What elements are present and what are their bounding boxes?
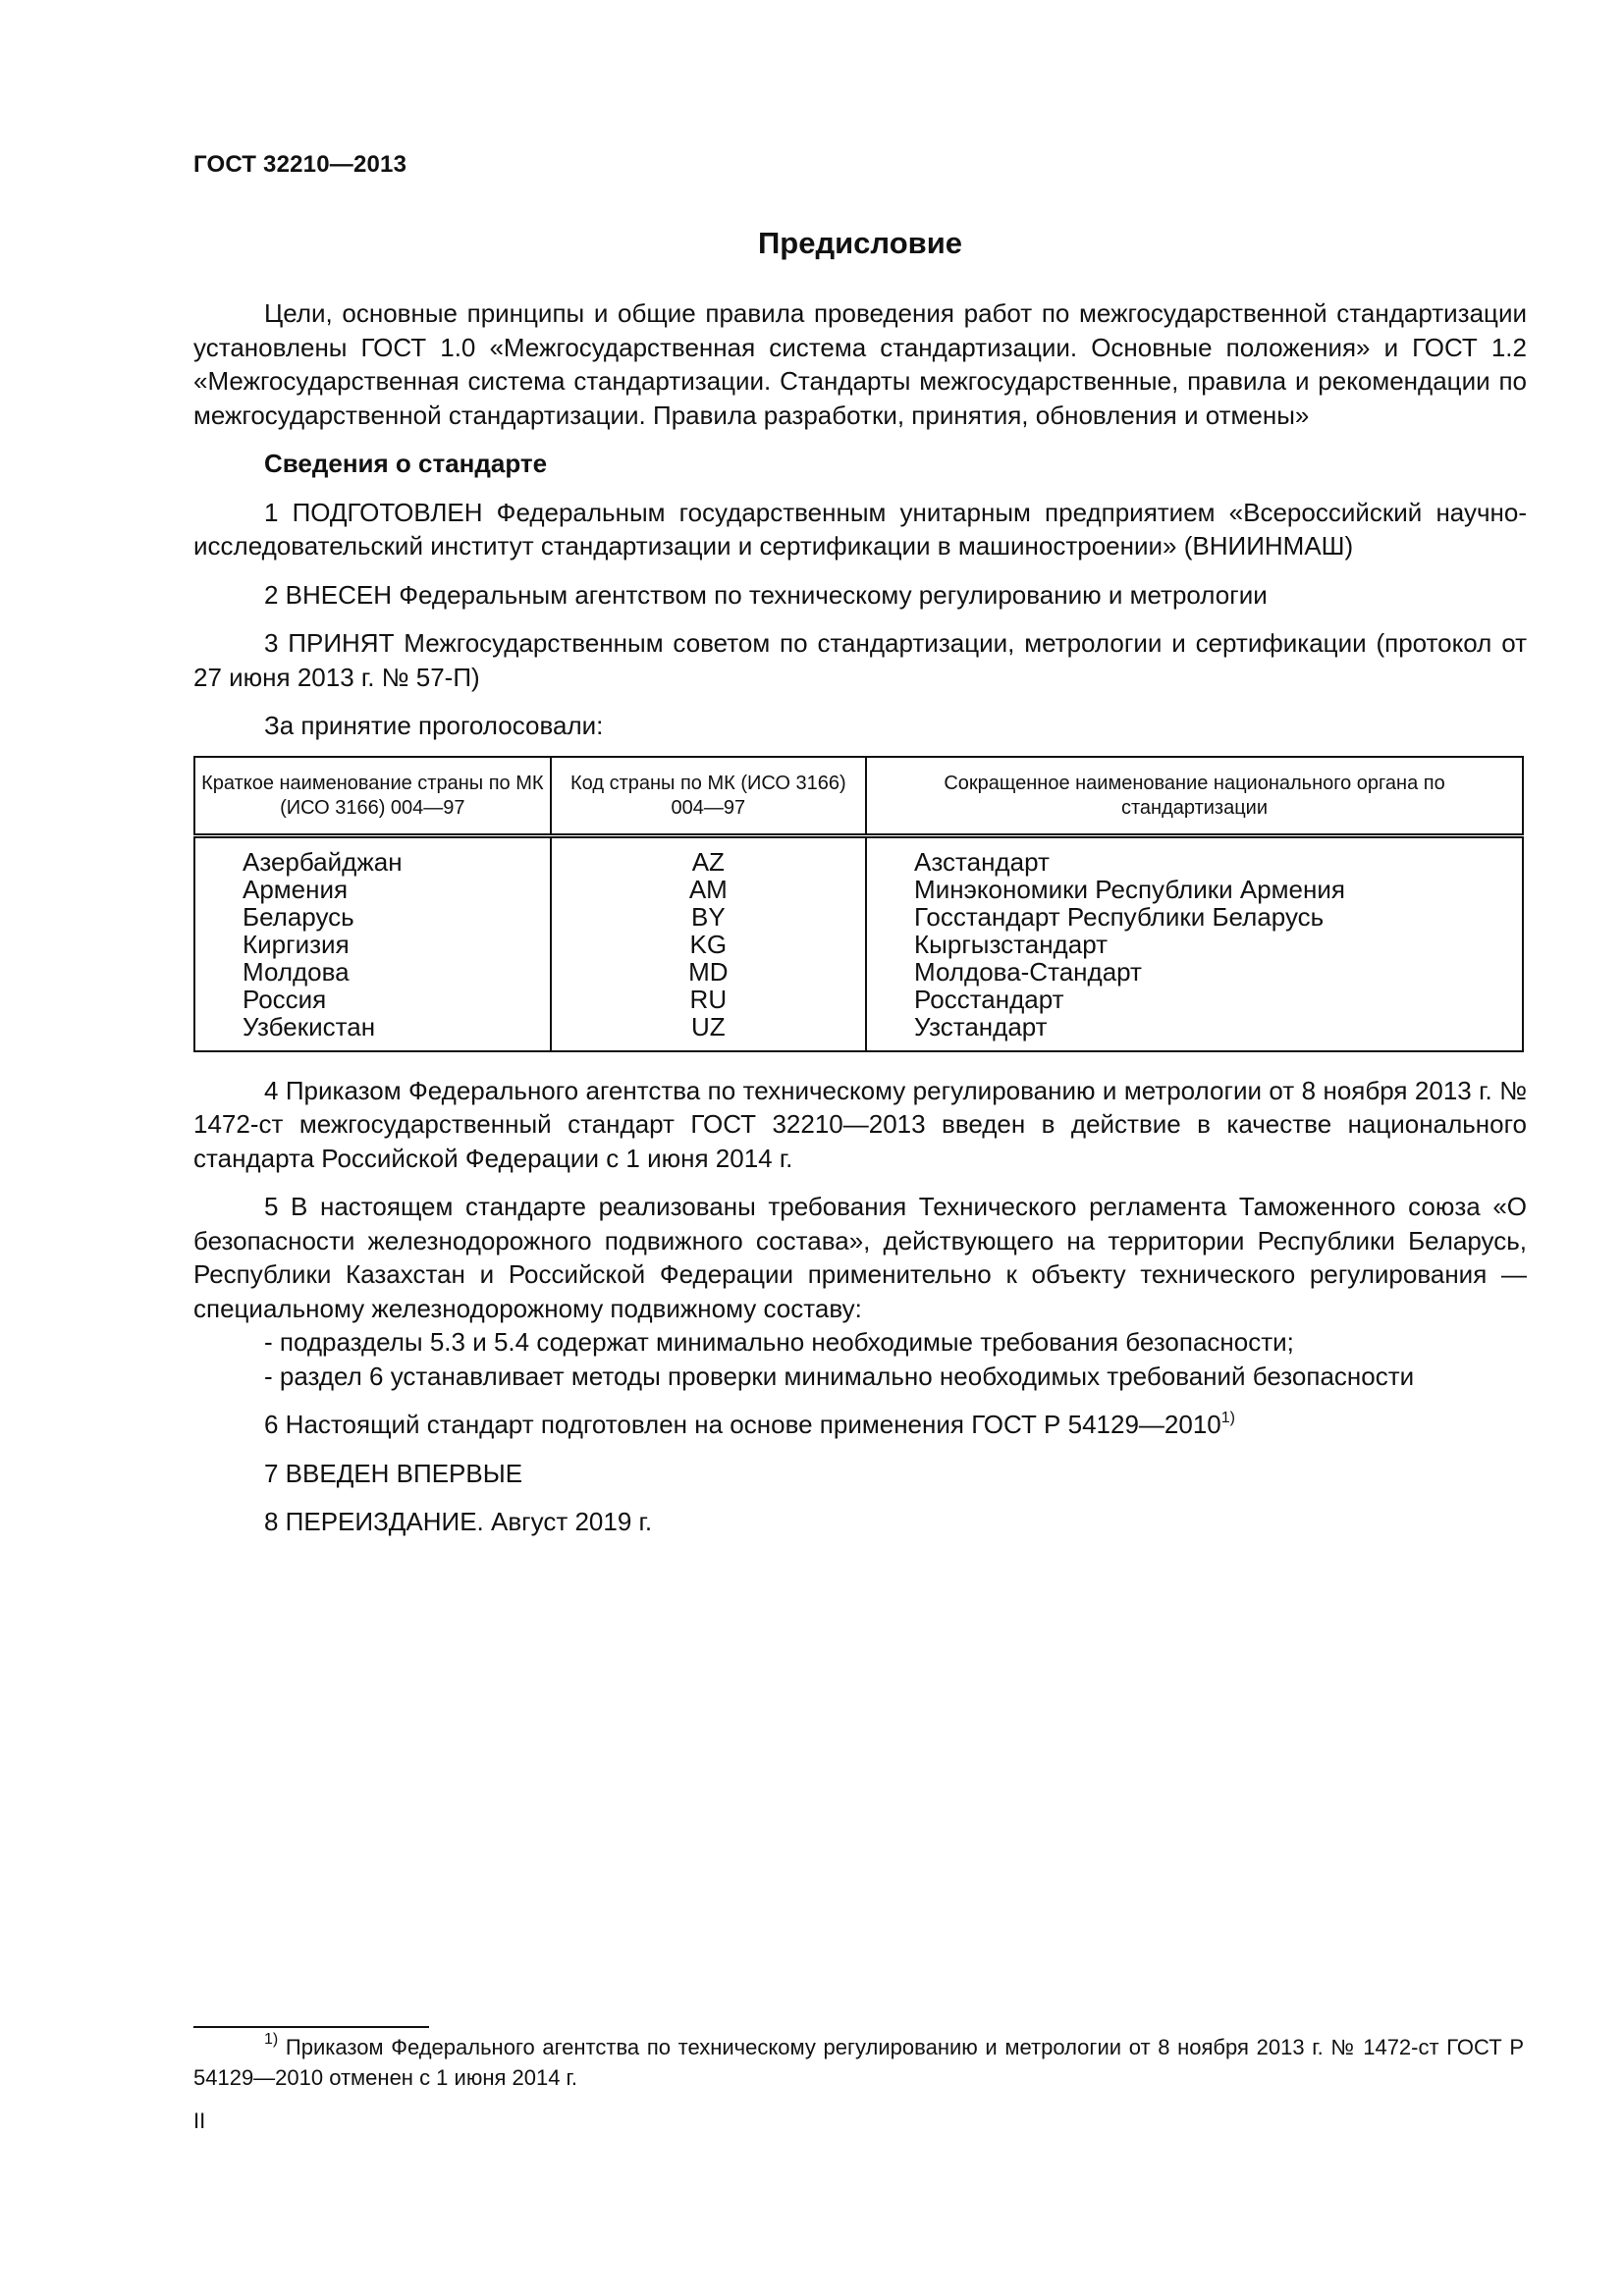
- footnote-ref: 1): [1220, 1410, 1235, 1426]
- table-row: [194, 986, 1523, 1013]
- country-code: AZ: [551, 835, 866, 876]
- country-code: KG: [551, 931, 866, 958]
- item-3: 3 ПРИНЯТ Межгосударственным советом по стандартизации, метрологии и сертификации (протокол от 27 июня 2013 г. № 57-П): [193, 628, 1527, 692]
- table-header-code: Код страны по МК (ИСО 3166) 004—97: [551, 757, 866, 836]
- item-5-dash-2: - раздел 6 устанавливает методы проверки минимально необходимых требований безопасности: [264, 1361, 1415, 1391]
- standards-body: Узстандарт: [866, 1013, 1523, 1051]
- country-name: Киргизия: [194, 931, 551, 958]
- standards-body: Молдова-Стандарт: [866, 958, 1523, 986]
- table-header-row: [194, 757, 1523, 836]
- table-row: [194, 931, 1523, 958]
- item-2: 2 ВНЕСЕН Федеральным агентством по техническому регулированию и метрологии: [264, 579, 1268, 610]
- standards-body: Росстандарт: [866, 986, 1523, 1013]
- table-row: [194, 835, 1523, 876]
- page-title: Предисловие: [757, 226, 962, 260]
- country-name: Узбекистан: [194, 1013, 551, 1051]
- standards-body: Азстандарт: [866, 835, 1523, 876]
- item-5: 5 В настоящем стандарте реализованы требования Технического регламента Таможенного союза «О безопасности железнодорожного подвижного состава», действующего на территории Республики Беларусь, Республики Казахстан и Российской Федерации применительно к объекту технического регулирования — специальному железнодорожному подвижному составу:: [193, 1192, 1527, 1323]
- table-header-body: Сокращенное наименование национального органа по стандартизации: [866, 757, 1523, 836]
- item-6-text: 6 Настоящий стандарт подготовлен на основе применения ГОСТ Р 54129—2010: [264, 1410, 1221, 1439]
- info-heading: Сведения о стандарте: [264, 449, 548, 478]
- table-row: [194, 1013, 1523, 1051]
- table-row: [194, 903, 1523, 931]
- standards-body: Кыргызстандарт: [866, 931, 1523, 958]
- footnote-text: Приказом Федерального агентства по техническому регулированию и метрологии от 8 ноября 2013 г. № 1472-ст ГОСТ Р 54129—2010 отменен с 1 июня 2014 г.: [193, 2035, 1524, 2090]
- country-code: UZ: [551, 1013, 866, 1051]
- vote-label: За принятие проголосовали:: [264, 711, 604, 740]
- item-5-dash-1: - подразделы 5.3 и 5.4 содержат минимально необходимые требования безопасности;: [264, 1327, 1294, 1357]
- item-8: 8 ПЕРЕИЗДАНИЕ. Август 2019 г.: [264, 1507, 653, 1536]
- footnote: [193, 2032, 1524, 2093]
- standards-body: Минэкономики Республики Армения: [866, 876, 1523, 903]
- country-name: Молдова: [194, 958, 551, 986]
- country-name: Россия: [194, 986, 551, 1013]
- footnote-marker: 1): [264, 2031, 279, 2048]
- country-name: Беларусь: [194, 903, 551, 931]
- item-6: [193, 1408, 1527, 1442]
- country-code: AM: [551, 876, 866, 903]
- document-body: [193, 296, 1527, 1554]
- country-code: MD: [551, 958, 866, 986]
- page-number: II: [193, 2109, 206, 2133]
- table-row: [194, 958, 1523, 986]
- item-7: 7 ВВЕДЕН ВПЕРВЫЕ: [264, 1458, 523, 1488]
- country-code: RU: [551, 986, 866, 1013]
- document-page: [193, 0, 1527, 2296]
- intro-paragraph: Цели, основные принципы и общие правила проведения работ по межгосударственной стандартизации установлены ГОСТ 1.0 «Межгосударственная система стандартизации. Основные положения» и ГОСТ 1.2 «Межгосударственная система стандартизации. Стандарты межгосударственные, правила и рекомендации по межгосударственной стандартизации. Правила разработки, принятия, обновления и отмены»: [193, 298, 1527, 430]
- table-row: [194, 876, 1523, 903]
- country-name: Азербайджан: [194, 835, 551, 876]
- item-4: 4 Приказом Федерального агентства по техническому регулированию и метрологии от 8 ноября 2013 г. № 1472-ст межгосударственный стандарт ГОСТ 32210—2013 введен в действие в качестве национального стандарта Российской Федерации с 1 июня 2014 г.: [193, 1075, 1527, 1173]
- doc-code-header: ГОСТ 32210—2013: [193, 151, 407, 178]
- voting-table: [193, 756, 1524, 1052]
- table-header-country: Краткое наименование страны по МК (ИСО 3166) 004—97: [194, 757, 551, 836]
- item-1: 1 ПОДГОТОВЛЕН Федеральным государственным унитарным предприятием «Всероссийский научно-исследовательский институт стандартизации и сертификации в машиностроении» (ВНИИНМАШ): [193, 497, 1527, 561]
- country-code: BY: [551, 903, 866, 931]
- footnote-divider: [193, 2026, 429, 2028]
- country-name: Армения: [194, 876, 551, 903]
- standards-body: Госстандарт Республики Беларусь: [866, 903, 1523, 931]
